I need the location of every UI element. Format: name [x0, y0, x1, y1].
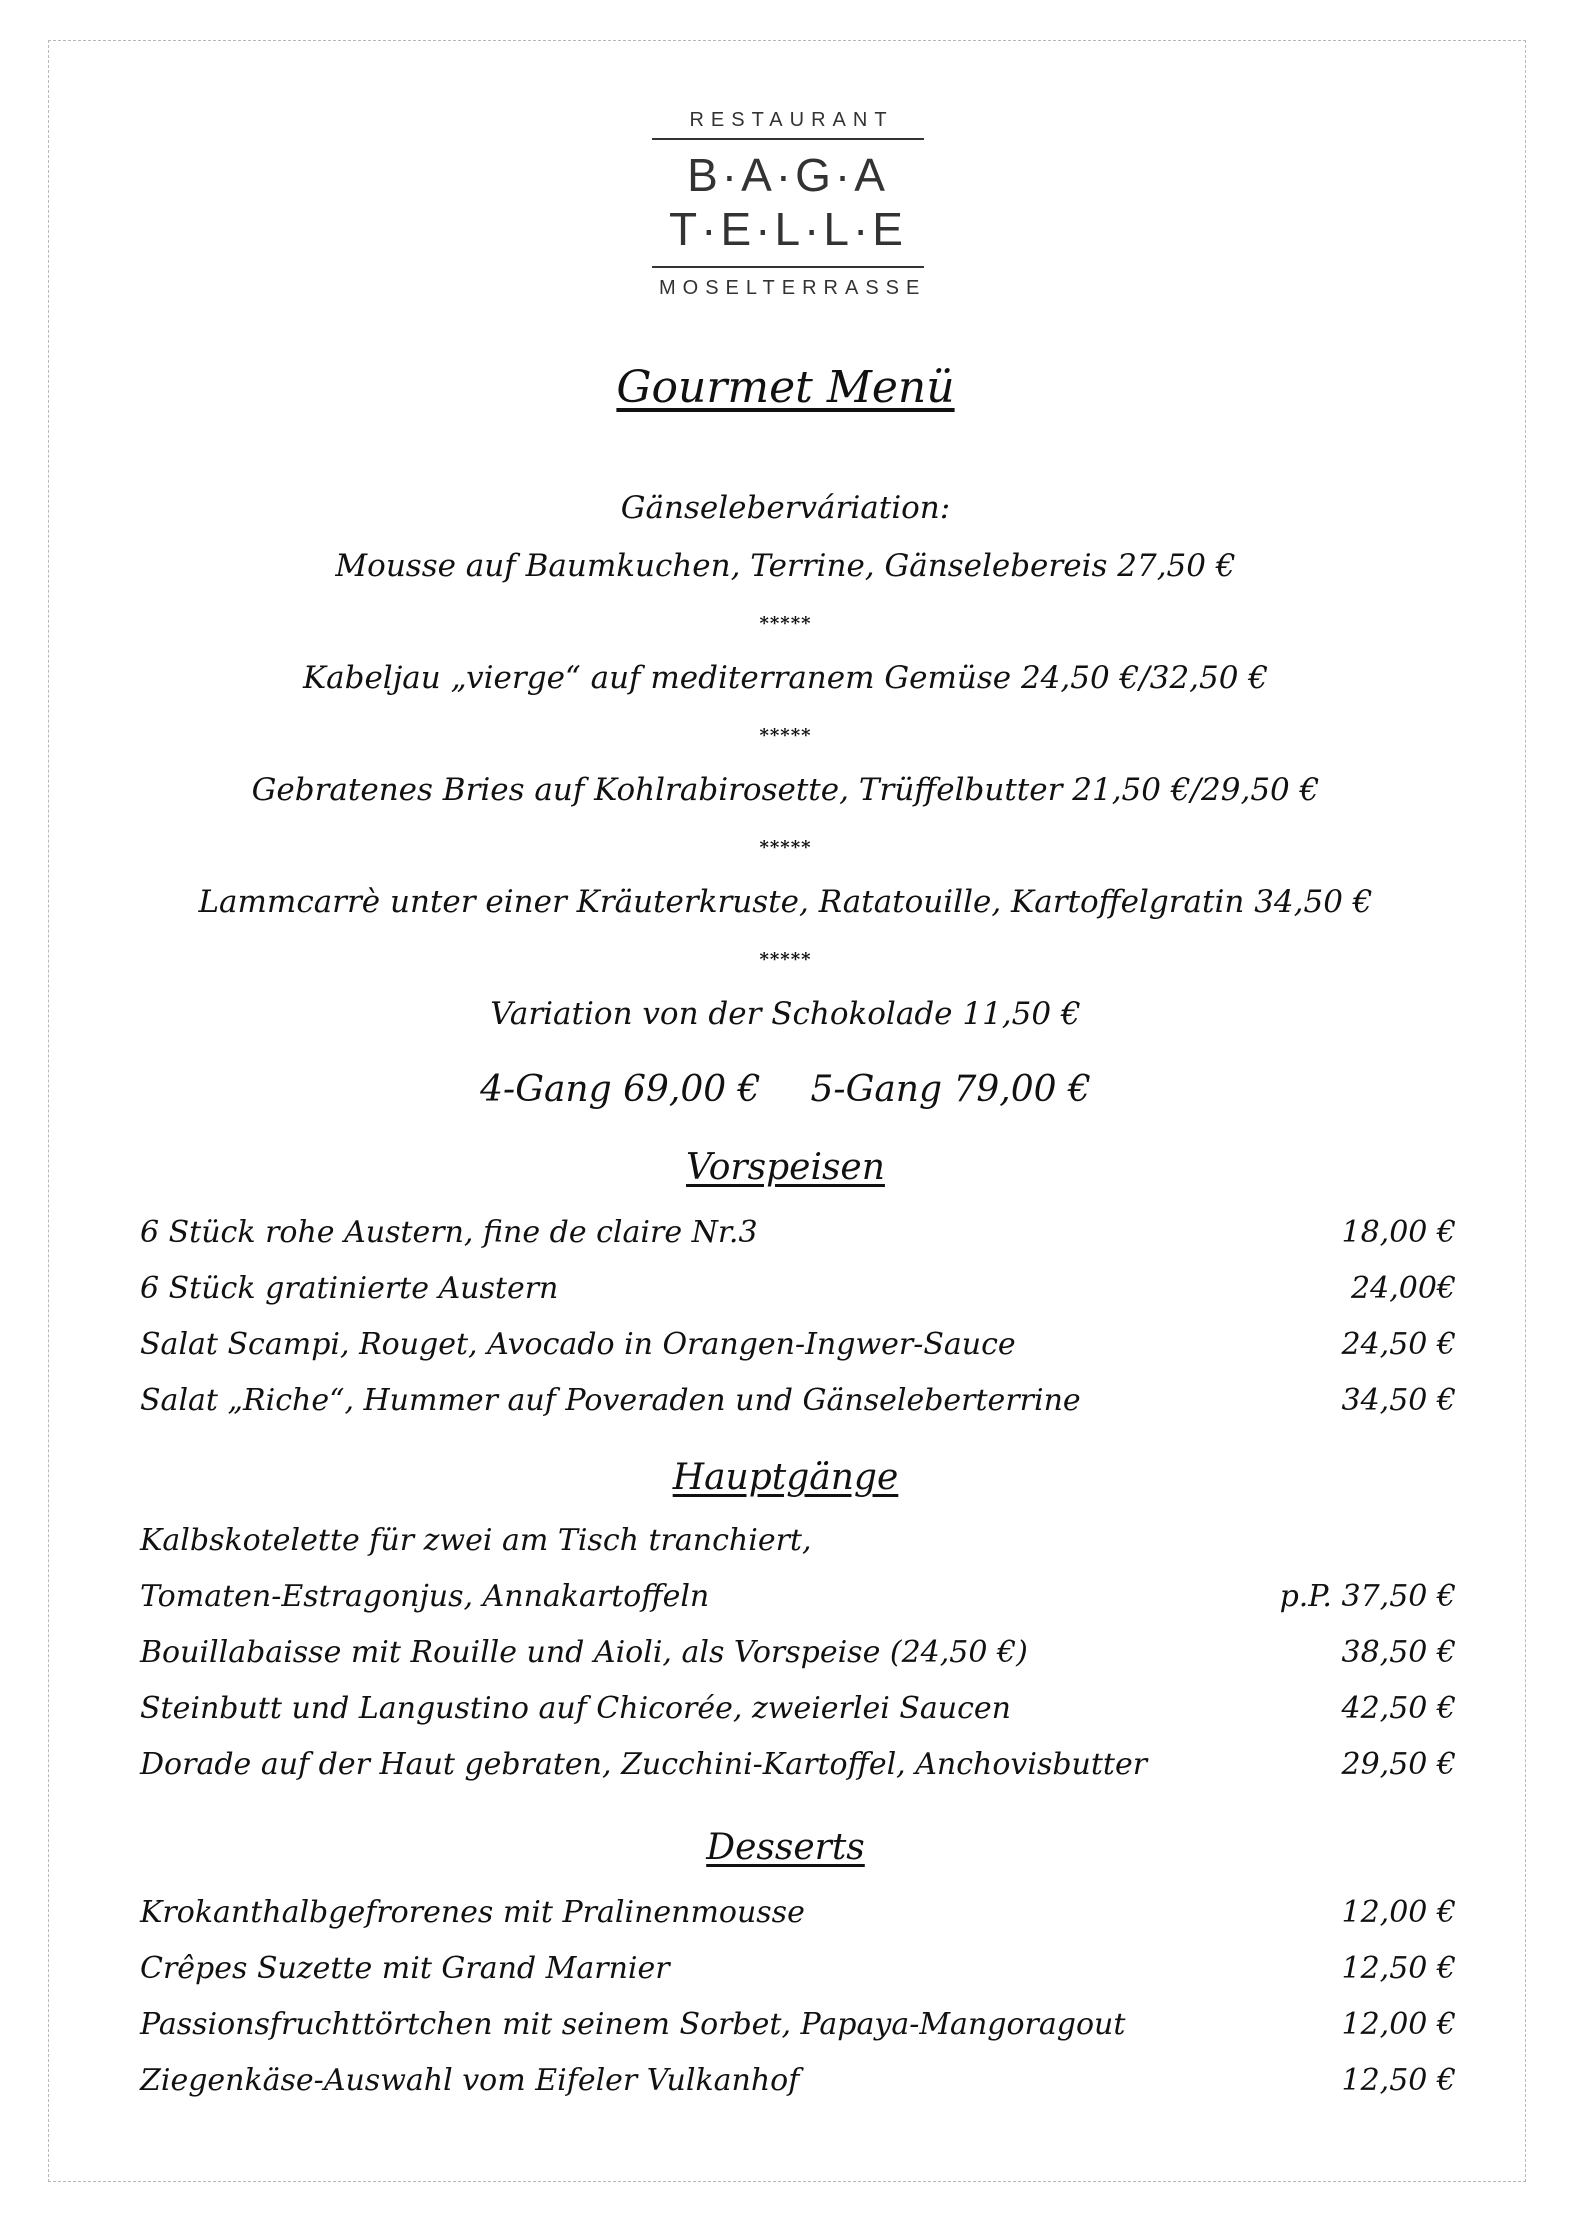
course4-description: Lammcarrè unter einer Kräuterkruste, Ratatouille, Kartoffelgratin 34,50 € — [198, 884, 1373, 920]
menu-title: Gourmet Menü — [616, 362, 955, 413]
logo-restaurant-text: RESTAURANT — [689, 109, 894, 131]
menu-item — [140, 1576, 1456, 1618]
logo-name-line2: T·E·L·L·E — [669, 203, 907, 255]
menu-prices — [0, 1068, 1571, 1112]
item-name: 6 Stück rohe Austern, fine de claire Nr.3 — [140, 1215, 758, 1250]
item-name: Steinbutt und Langustino auf Chicorée, zweierlei Saucen — [140, 1691, 1011, 1726]
course2-description: Kabeljau „vierge“ auf mediterranem Gemüse 24,50 €/32,50 € — [302, 660, 1269, 696]
course3-description: Gebratenes Bries auf Kohlrabirosette, Trüffelbutter 21,50 €/29,50 € — [251, 772, 1320, 808]
item-name: Bouillabaisse mit Rouille und Aioli, als Vorspeise (24,50 €) — [140, 1635, 1028, 1670]
item-price: p.P. 37,50 € — [1279, 1579, 1456, 1614]
menu-item — [140, 1520, 1456, 1562]
item-price: 42,50 € — [1341, 1691, 1456, 1726]
item-name: Ziegenkäse-Auswahl vom Eifeler Vulkanhof — [140, 2063, 800, 2098]
restaurant-logo — [652, 108, 927, 300]
item-name: 6 Stück gratinierte Austern — [140, 1271, 559, 1306]
section-heading-vorspeisen: Vorspeisen — [686, 1147, 885, 1188]
course1-title: Gänseleberváriation: — [620, 490, 951, 526]
logo-name-line1: B·A·G·A — [687, 149, 889, 201]
menu-item — [140, 1212, 1456, 1254]
item-price: 24,00€ — [1351, 1271, 1456, 1306]
item-price: 12,00 € — [1341, 1895, 1456, 1930]
item-name: Kalbskotelette für zwei am Tisch tranchiert, — [140, 1523, 812, 1558]
item-price: 18,00 € — [1341, 1215, 1456, 1250]
item-name: Passionsfruchttörtchen mit seinem Sorbet, Papaya-Mangoragout — [140, 2007, 1126, 2042]
section-heading-desserts: Desserts — [706, 1827, 865, 1868]
item-name: Salat „Riche“, Hummer auf Poveraden und Gänseleberterrine — [140, 1383, 1081, 1418]
item-name: Dorade auf der Haut gebraten, Zucchini-Kartoffel, Anchovisbutter — [140, 1747, 1148, 1782]
item-price: 38,50 € — [1341, 1635, 1456, 1670]
price-5-gang: 5-Gang 79,00 € — [810, 1069, 1091, 1110]
menu-item — [140, 2004, 1456, 2046]
item-price: 29,50 € — [1341, 1747, 1456, 1782]
course-separator: ***** — [759, 613, 812, 634]
section-heading-hauptgaenge: Hauptgänge — [672, 1457, 899, 1498]
menu-item — [140, 1632, 1456, 1674]
logo-divider-bottom — [652, 266, 924, 268]
item-price: 12,00 € — [1341, 2007, 1456, 2042]
item-price: 34,50 € — [1341, 1383, 1456, 1418]
item-price: 12,50 € — [1341, 2063, 1456, 2098]
menu-item — [140, 1380, 1456, 1422]
menu-item — [140, 1744, 1456, 1786]
menu-item — [140, 1324, 1456, 1366]
course-separator: ***** — [759, 837, 812, 858]
course5-description: Variation von der Schokolade 11,50 € — [490, 996, 1081, 1032]
menu-item — [140, 1892, 1456, 1934]
menu-item — [140, 1268, 1456, 1310]
item-name: Crêpes Suzette mit Grand Marnier — [140, 1951, 670, 1986]
course1-description: Mousse auf Baumkuchen, Terrine, Gänselebereis 27,50 € — [335, 548, 1236, 584]
course-separator: ***** — [759, 949, 812, 970]
menu-item — [140, 2060, 1456, 2102]
item-price: 24,50 € — [1341, 1327, 1456, 1362]
logo-divider-top — [652, 138, 924, 140]
item-name: Tomaten-Estragonjus, Annakartoffeln — [140, 1579, 710, 1614]
price-4-gang: 4-Gang 69,00 € — [480, 1069, 761, 1110]
logo-location-text: MOSELTERRASSE — [659, 277, 927, 299]
menu-item — [140, 1688, 1456, 1730]
menu-item — [140, 1948, 1456, 1990]
item-price: 12,50 € — [1341, 1951, 1456, 1986]
course-separator: ***** — [759, 725, 812, 746]
item-name: Salat Scampi, Rouget, Avocado in Orangen-Ingwer-Sauce — [140, 1327, 1016, 1362]
item-name: Krokanthalbgefrorenes mit Pralinenmousse — [140, 1895, 805, 1930]
